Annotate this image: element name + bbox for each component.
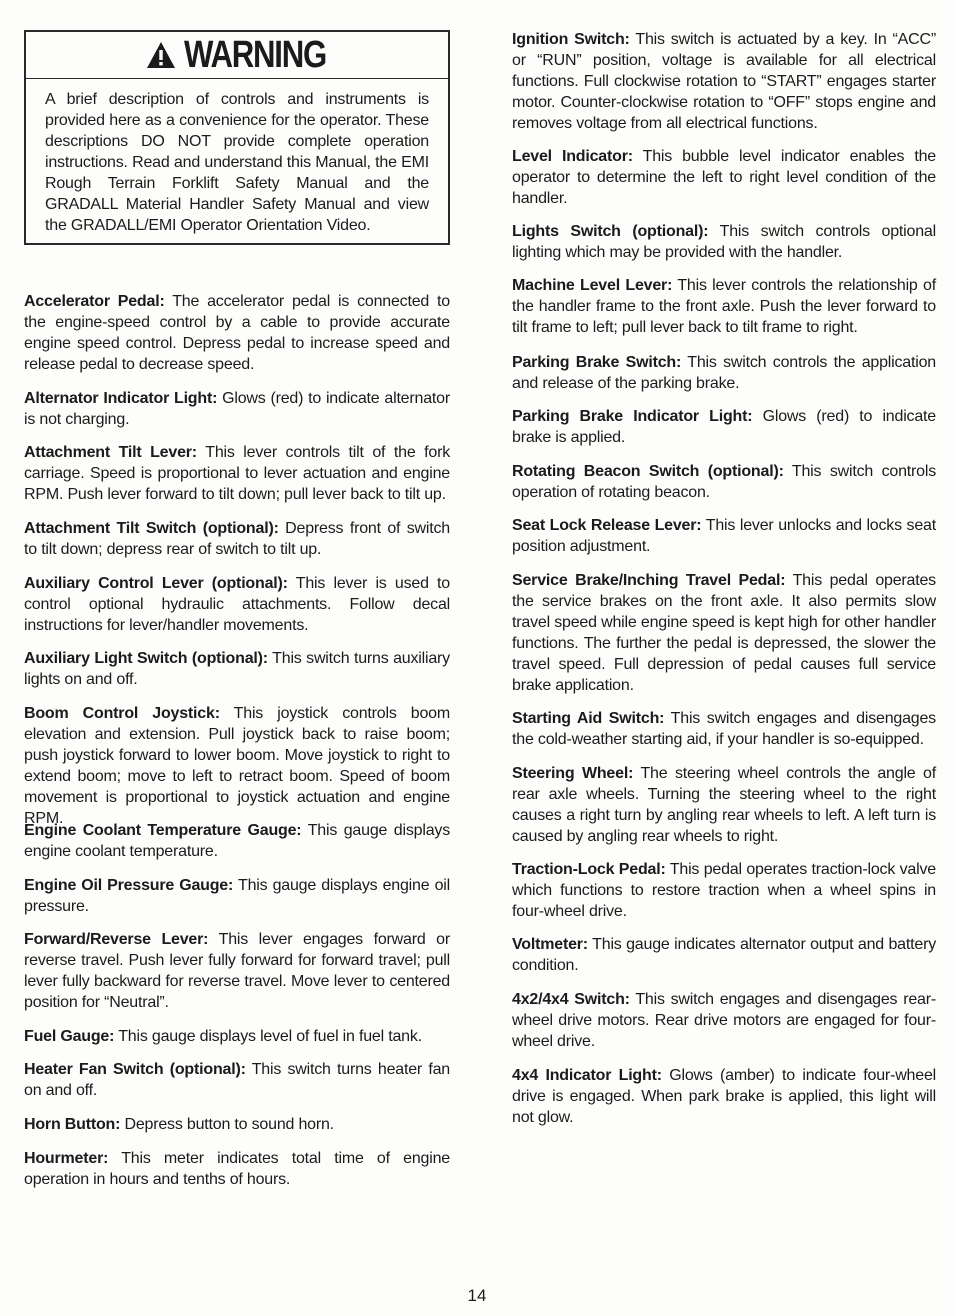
entry-accelerator-pedal: Accelerator Pedal: The accelerator pedal is connected to the engine-speed control by a cable to provide accurate engine speed control. Depress pedal to increase speed and release pedal to decrease speed. — [24, 293, 450, 373]
entry-attachment-tilt-lever: Attachment Tilt Lever: This lever controls tilt of the fork carriage. Speed is proportional to lever actuation and engine RPM. Push lever forward to tilt down; pull lever back to tilt up. — [24, 444, 450, 503]
entry-alternator-indicator-light: Alternator Indicator Light: Glows (red) to indicate alternator is not charging. — [24, 390, 450, 428]
entry-horn-button: Horn Button: Depress button to sound horn. — [24, 1116, 334, 1133]
entry-voltmeter: Voltmeter: This gauge indicates alternator output and battery condition. — [512, 936, 936, 974]
entry-rotating-beacon-switch: Rotating Beacon Switch (optional): This switch controls operation of rotating beacon. — [512, 463, 936, 501]
entry-steering-wheel: Steering Wheel: The steering wheel controls the angle of rear axle wheels. Turning the steering wheel to the right causes a right turn by angling rear wheels to left. A left turn is caused by angling rear wheels to right. — [512, 765, 936, 845]
entry-ignition-switch: Ignition Switch: This switch is actuated by a key. In “ACC” or “RUN” position, voltage is available for all electrical functions. Full clockwise rotation to “START” engages starter motor. Counter-clockwise rotation to “OFF” stops engine and removes voltage from all electrical functions. — [512, 31, 936, 132]
page-number: 14 — [467, 1286, 487, 1305]
warning-box — [24, 30, 450, 245]
entry-auxiliary-control-lever: Auxiliary Control Lever (optional): This lever is used to control optional hydraulic attachments. Follow decal instructions for lever/handler movements. — [24, 575, 450, 634]
entry-lights-switch: Lights Switch (optional): This switch controls optional lighting which may be provided with the handler. — [512, 223, 936, 261]
entry-4x4-indicator-light: 4x4 Indicator Light: Glows (amber) to indicate four-wheel drive is engaged. When park brake is applied, this light will not glow. — [512, 1067, 936, 1126]
entry-parking-brake-switch: Parking Brake Switch: This switch controls the application and release of the parking brake. — [512, 354, 936, 392]
entry-traction-lock-pedal: Traction-Lock Pedal: This pedal operates traction-lock valve which functions to restore traction when a wheel spins in four-wheel drive. — [512, 861, 936, 920]
warning-text: A brief description of controls and instruments is provided here as a convenience for the operator. These descriptions DO NOT provide complete operation instructions. Read and understand this Manual, the EMI Rough Terrain Forklift Safety Manual and the GRADALL Material Handler Safety Manual and view the GRADALL/EMI Operator Orientation Video. — [45, 91, 429, 234]
entry-machine-level-lever: Machine Level Lever: This lever controls the relationship of the handler frame to the front axle. Push the lever forward to tilt frame to left; pull lever back to tilt frame to right. — [512, 277, 936, 336]
entry-parking-brake-indicator-light: Parking Brake Indicator Light: Glows (red) to indicate brake is applied. — [512, 408, 936, 446]
entry-seat-lock-release-lever: Seat Lock Release Lever: This lever unlocks and locks seat position adjustment. — [512, 517, 936, 555]
entry-auxiliary-light-switch: Auxiliary Light Switch (optional): This switch turns auxiliary lights on and off. — [24, 650, 450, 688]
warning-triangle-icon — [146, 41, 176, 69]
entry-attachment-tilt-switch: Attachment Tilt Switch (optional): Depress front of switch to tilt down; depress rear of switch to tilt up. — [24, 520, 450, 558]
entry-level-indicator: Level Indicator: This bubble level indicator enables the operator to determine the left to right level condition of the handler. — [512, 148, 936, 207]
warning-title: WARNING — [184, 33, 327, 76]
entry-engine-oil-pressure-gauge: Engine Oil Pressure Gauge: This gauge displays engine oil pressure. — [24, 877, 450, 915]
entry-boom-control-joystick: Boom Control Joystick: This joystick controls boom elevation and extension. Pull joystick back to raise boom; push joystick forward to lower boom. Move joystick to right to extend boom; move to left to retract boom. Speed of boom movement is proportional to joystick actuation and engine RPM. — [24, 705, 451, 827]
entry-fuel-gauge: Fuel Gauge: This gauge displays level of fuel in fuel tank. — [24, 1028, 422, 1045]
entry-engine-coolant-temperature-gauge: Engine Coolant Temperature Gauge: This gauge displays engine coolant temperature. — [24, 822, 450, 860]
entry-heater-fan-switch: Heater Fan Switch (optional): This switch turns heater fan on and off. — [24, 1061, 450, 1099]
entry-service-brake-inching-travel-pedal: Service Brake/Inching Travel Pedal: This pedal operates the service brakes on the front axle. It also permits slow travel speed while engine speed is kept high for other handler functions. The further the pedal is depressed, the slower the travel speed. Full depression of pedal causes full service brake application. — [512, 572, 936, 694]
entry-forward-reverse-lever: Forward/Reverse Lever: This lever engages forward or reverse travel. Push lever fully forward for forward travel; pull lever fully backward for reverse travel. Move lever to centered position for “Neutral”. — [24, 931, 450, 1011]
entry-4x2-4x4-switch: 4x2/4x4 Switch: This switch engages and disengages rear-wheel drive motors. Rear drive motors are engaged for four-wheel drive. — [512, 991, 936, 1050]
entry-hourmeter: Hourmeter: This meter indicates total time of engine operation in hours and tenths of hours. — [24, 1150, 450, 1188]
entry-starting-aid-switch: Starting Aid Switch: This switch engages and disengages the cold-weather starting aid, if your handler is so-equipped. — [512, 710, 936, 748]
warning-header — [26, 32, 448, 79]
